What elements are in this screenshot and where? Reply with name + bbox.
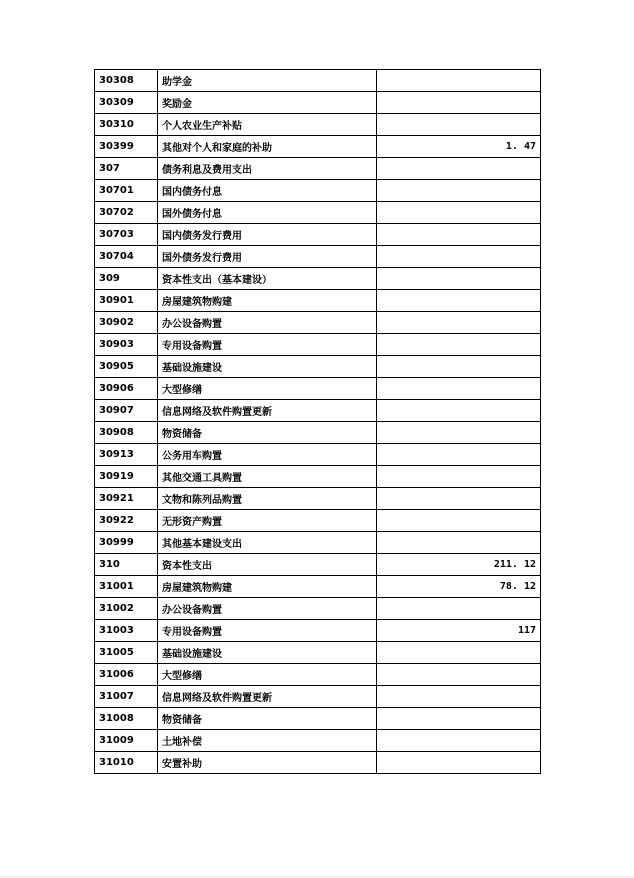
row-name-cell: 安置补助 (158, 752, 377, 774)
row-name-cell: 奖励金 (158, 92, 377, 114)
row-code-cell: 30902 (95, 312, 158, 334)
table-row (95, 136, 541, 158)
row-name-cell: 专用设备购置 (158, 620, 377, 642)
row-amount-cell (377, 686, 541, 708)
table-row (95, 532, 541, 554)
row-amount-cell (377, 356, 541, 378)
row-code-cell: 30919 (95, 466, 158, 488)
row-code-cell: 31010 (95, 752, 158, 774)
page-bottom-divider (0, 876, 634, 877)
row-name-cell: 物资储备 (158, 708, 377, 730)
table-row (95, 334, 541, 356)
row-name-cell: 文物和陈列品购置 (158, 488, 377, 510)
row-amount-cell (377, 532, 541, 554)
row-name-cell: 国内债务发行费用 (158, 224, 377, 246)
row-amount-cell (377, 158, 541, 180)
table-row (95, 752, 541, 774)
row-code-cell: 30906 (95, 378, 158, 400)
row-code-cell: 30908 (95, 422, 158, 444)
table-row (95, 312, 541, 334)
row-code-cell: 31008 (95, 708, 158, 730)
table-row (95, 730, 541, 752)
row-amount-cell (377, 488, 541, 510)
table-row (95, 642, 541, 664)
table-row (95, 70, 541, 92)
row-name-cell: 国内债务付息 (158, 180, 377, 202)
table-row (95, 554, 541, 576)
row-amount-cell (377, 708, 541, 730)
table-row (95, 686, 541, 708)
row-name-cell: 信息网络及软件购置更新 (158, 400, 377, 422)
row-code-cell: 31002 (95, 598, 158, 620)
table-row (95, 92, 541, 114)
row-amount-cell (377, 246, 541, 268)
table-row (95, 378, 541, 400)
row-amount-cell (377, 466, 541, 488)
table-row (95, 488, 541, 510)
table-row (95, 268, 541, 290)
row-code-cell: 30308 (95, 70, 158, 92)
table-row (95, 180, 541, 202)
table-row (95, 356, 541, 378)
row-amount-cell (377, 268, 541, 290)
row-code-cell: 31009 (95, 730, 158, 752)
table-row (95, 202, 541, 224)
row-amount-cell (377, 312, 541, 334)
row-code-cell: 30901 (95, 290, 158, 312)
row-amount-cell (377, 664, 541, 686)
row-amount-cell (377, 598, 541, 620)
row-amount-cell (377, 400, 541, 422)
row-name-cell: 助学金 (158, 70, 377, 92)
row-name-cell: 国外债务发行费用 (158, 246, 377, 268)
row-amount-cell (377, 378, 541, 400)
row-code-cell: 31003 (95, 620, 158, 642)
row-amount-cell (377, 642, 541, 664)
row-amount-cell (377, 730, 541, 752)
row-code-cell: 30905 (95, 356, 158, 378)
row-name-cell: 房屋建筑物购建 (158, 290, 377, 312)
row-amount-cell (377, 114, 541, 136)
table-row (95, 400, 541, 422)
row-name-cell: 大型修缮 (158, 378, 377, 400)
row-name-cell: 土地补偿 (158, 730, 377, 752)
table-row (95, 510, 541, 532)
budget-table (94, 69, 541, 774)
row-amount-cell: 117 (377, 620, 541, 642)
row-name-cell: 大型修缮 (158, 664, 377, 686)
row-amount-cell (377, 224, 541, 246)
row-name-cell: 办公设备购置 (158, 312, 377, 334)
row-name-cell: 物资储备 (158, 422, 377, 444)
row-name-cell: 房屋建筑物购建 (158, 576, 377, 598)
table-row (95, 444, 541, 466)
row-amount-cell (377, 422, 541, 444)
row-name-cell: 基础设施建设 (158, 356, 377, 378)
table-row (95, 246, 541, 268)
row-name-cell: 债务利息及费用支出 (158, 158, 377, 180)
row-code-cell: 30309 (95, 92, 158, 114)
row-name-cell: 个人农业生产补贴 (158, 114, 377, 136)
row-name-cell: 基础设施建设 (158, 642, 377, 664)
table-row (95, 620, 541, 642)
table-row (95, 466, 541, 488)
row-name-cell: 其他对个人和家庭的补助 (158, 136, 377, 158)
row-name-cell: 国外债务付息 (158, 202, 377, 224)
table-row (95, 664, 541, 686)
table-row (95, 158, 541, 180)
row-code-cell: 309 (95, 268, 158, 290)
row-code-cell: 30922 (95, 510, 158, 532)
row-name-cell: 公务用车购置 (158, 444, 377, 466)
row-name-cell: 无形资产购置 (158, 510, 377, 532)
row-code-cell: 30903 (95, 334, 158, 356)
row-code-cell: 31006 (95, 664, 158, 686)
row-amount-cell (377, 290, 541, 312)
row-code-cell: 30921 (95, 488, 158, 510)
table-row (95, 576, 541, 598)
row-amount-cell (377, 92, 541, 114)
row-amount-cell (377, 202, 541, 224)
row-code-cell: 30704 (95, 246, 158, 268)
row-code-cell: 30907 (95, 400, 158, 422)
row-code-cell: 310 (95, 554, 158, 576)
row-code-cell: 30999 (95, 532, 158, 554)
table-row (95, 598, 541, 620)
row-name-cell: 资本性支出（基本建设） (158, 268, 377, 290)
row-code-cell: 30399 (95, 136, 158, 158)
row-name-cell: 信息网络及软件购置更新 (158, 686, 377, 708)
row-name-cell: 专用设备购置 (158, 334, 377, 356)
row-code-cell: 30703 (95, 224, 158, 246)
row-amount-cell (377, 444, 541, 466)
table-row (95, 290, 541, 312)
row-amount-cell (377, 70, 541, 92)
row-amount-cell (377, 334, 541, 356)
row-code-cell: 31001 (95, 576, 158, 598)
row-code-cell: 30913 (95, 444, 158, 466)
budget-table-body (95, 70, 541, 774)
row-amount-cell (377, 180, 541, 202)
row-name-cell: 办公设备购置 (158, 598, 377, 620)
row-name-cell: 其他交通工具购置 (158, 466, 377, 488)
row-code-cell: 30702 (95, 202, 158, 224)
row-code-cell: 31007 (95, 686, 158, 708)
row-name-cell: 资本性支出 (158, 554, 377, 576)
row-code-cell: 30701 (95, 180, 158, 202)
table-row (95, 422, 541, 444)
table-row (95, 114, 541, 136)
row-amount-cell: 211. 12 (377, 554, 541, 576)
row-amount-cell: 1. 47 (377, 136, 541, 158)
table-row (95, 224, 541, 246)
row-code-cell: 307 (95, 158, 158, 180)
row-name-cell: 其他基本建设支出 (158, 532, 377, 554)
table-row (95, 708, 541, 730)
row-code-cell: 31005 (95, 642, 158, 664)
row-amount-cell (377, 752, 541, 774)
row-amount-cell: 78. 12 (377, 576, 541, 598)
row-code-cell: 30310 (95, 114, 158, 136)
row-amount-cell (377, 510, 541, 532)
